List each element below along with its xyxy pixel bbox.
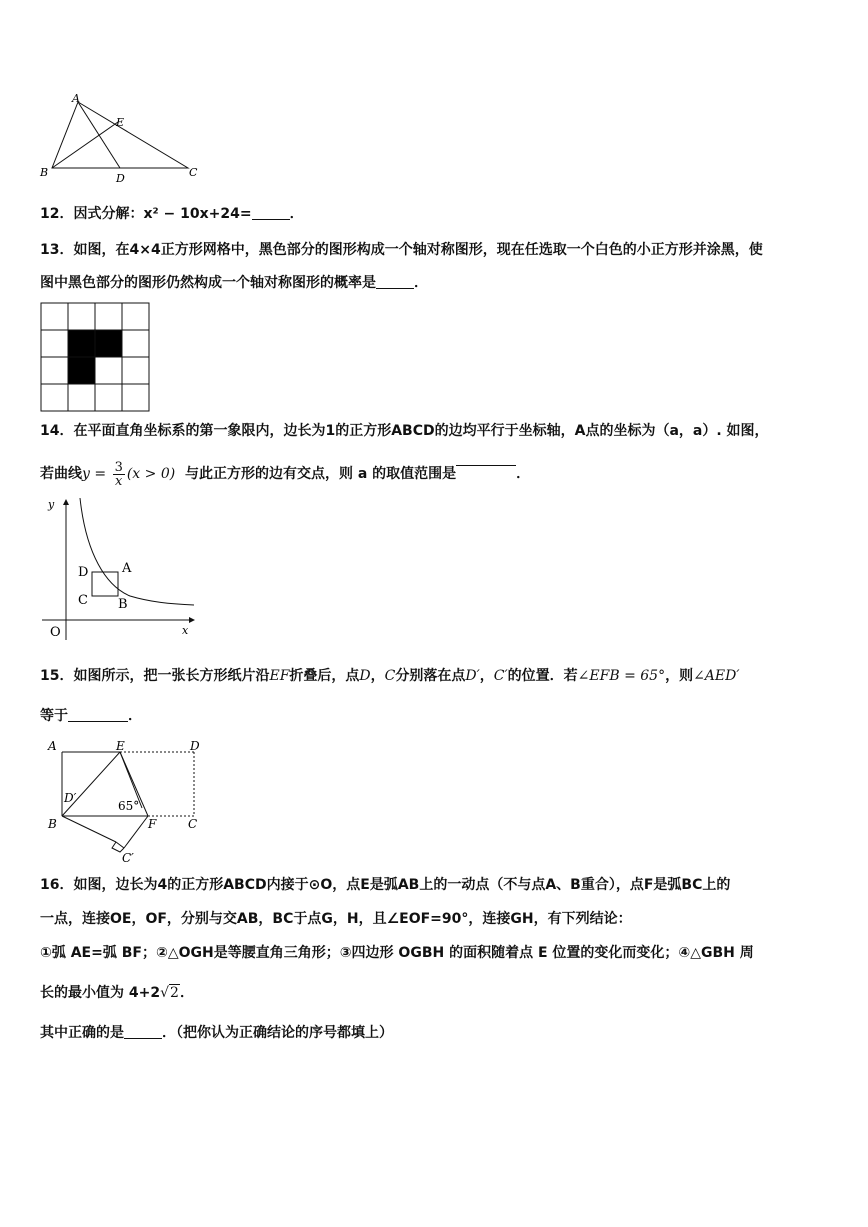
fig15-label-e: E [116,739,125,753]
q16-sqrt: √2 [160,985,179,1001]
q12-expression: x² − 10x+24= [143,206,252,222]
grid-4x4-figure [40,302,152,412]
q15-t3: 分别落在点 [395,668,466,684]
question-15-line2 [40,706,840,726]
q14-frac-den: x [115,473,123,489]
fig15-label-cprime: C′ [122,851,134,864]
q16-line5-post: ．（把你认为正确结论的序号都填上） [162,1025,393,1041]
q13-answer-blank[interactable] [376,274,414,289]
q15-number: 15． [40,668,74,684]
grid-cell-white [95,303,122,330]
graph-label-o: O [50,625,61,640]
q16-line4-pre: 长的最小值为 4+2 [40,985,161,1001]
graph-label-c: C [78,593,88,608]
q15-t2: 折叠后，点 [289,668,360,684]
hyperbola-graph-figure [40,494,200,642]
q16-number: 16． [40,877,74,893]
fig15-label-dprime: D′ [64,791,77,805]
grid-cell-white [41,303,68,330]
q14-fraction [113,461,125,488]
question-16-line3 [40,943,840,963]
q13-line1: 如图，在4×4正方形网格中，黑色部分的图形构成一个轴对称图形，现在任选取一个白色的小正方形并涂黑，使 [73,242,763,258]
fig15-label-d: D [190,739,200,753]
q15-angle2: ∠AED′ [693,668,740,684]
grid-cell-white [41,357,68,384]
q14-eq-equals: = [89,466,111,482]
q14-number: 14． [40,423,74,439]
grid-cell-white [122,357,149,384]
grid-cell-white [95,384,122,411]
q15-angle1: ∠EFB = 65° [577,668,666,684]
question-16-line5 [40,1023,840,1043]
grid-cell-black [95,330,122,357]
q13-number: 13． [40,242,74,258]
question-14 [40,421,840,441]
question-16-line2 [40,909,840,929]
graph-label-d: D [78,565,89,580]
fig11-label-e: E [116,116,125,129]
question-12 [40,204,840,224]
question-16 [40,875,840,895]
q16-line4-end: ． [179,985,194,1001]
fig11-label-b: B [40,166,49,179]
grid-cell-white [122,303,149,330]
q14-line1: 在平面直角坐标系的第一象限内，边长为1的正方形ABCD的边均平行于坐标轴，A点的坐标为（a，a）. 如图， [73,423,769,439]
fig15-label-b: B [48,817,57,831]
q15-c: C [384,668,396,684]
q15-t4: 的位置．若 [507,668,578,684]
q14-frac-num: 3 [114,459,123,475]
fig11-label-c: C [189,166,198,179]
q15-comma: ， [370,668,385,684]
question-15 [40,666,840,686]
q16-line5-pre: 其中正确的是 [40,1025,124,1041]
q15-answer-blank[interactable] [68,707,128,722]
q15-ef: EF [269,668,290,684]
q15-t1: 如图所示，把一张长方形纸片沿 [73,668,270,684]
q13-end: ． [414,275,428,291]
q15-comma2: ， [479,668,494,684]
question-13-line2 [40,273,840,293]
q12-end: ． [289,206,304,222]
grid-cell-white [68,303,95,330]
q15-line2: 等于 [40,708,68,724]
q14-answer-blank[interactable] [456,451,516,466]
q14-line2-post: 与此正方形的边有交点，则 a 的取值范围是 [184,466,457,482]
q15-cp: C′ [493,668,508,684]
graph-label-x: x [182,624,189,637]
q12-answer-blank[interactable] [252,205,290,220]
grid-cell-white [41,384,68,411]
q12-number: 12． [40,206,74,222]
fig15-label-c: C [188,817,198,831]
q14-end: ． [516,466,531,482]
q15-end: ． [128,708,142,724]
q15-d: D [359,668,371,684]
graph-label-a: A [122,561,132,576]
q16-answer-blank[interactable] [124,1024,162,1039]
q15-t5: ，则 [665,668,694,684]
q12-text: 因式分解： [73,206,144,222]
question-14-line2 [40,451,840,491]
grid-cell-white [122,330,149,357]
fig11-label-a: A [72,92,80,105]
fig15-label-a: A [48,739,57,753]
q14-line2-pre: 若曲线 [40,466,82,482]
triangle-figure [38,92,208,184]
q14-eq-y: y [82,466,90,482]
graph-label-y: y [48,498,55,511]
fig11-label-d: D [116,172,125,184]
fig15-label-f: F [148,817,157,831]
q16-sqrt-value: 2 [170,985,179,1001]
q15-dp: D′ [465,668,480,684]
grid-cell-black [68,357,95,384]
grid-cell-white [122,384,149,411]
fig15-label-angle: 65° [118,799,140,813]
q16-line3: ①弧 AE=弧 BF；②△OGH是等腰直角三角形；③四边形 OGBH 的面积随着点 E 位置的变化而变化；④△GBH 周 [40,945,754,961]
q13-line2: 图中黑色部分的图形仍然构成一个轴对称图形的概率是 [40,275,376,291]
q16-line1: 如图，边长为4的正方形ABCD内接于⊙O，点E是弧AB上的一动点（不与点A、B重合），点F是弧BC上的 [73,877,731,893]
folded-rectangle-figure [44,736,212,864]
grid-cell-white [41,330,68,357]
grid-cell-white [68,384,95,411]
q16-line2: 一点，连接OE，OF，分别与交AB，BC于点G，H，且∠EOF=90°，连接GH，有下列结论： [40,911,632,927]
graph-label-b: B [118,597,128,612]
question-13 [40,240,840,260]
grid-cell-white [95,357,122,384]
grid-cell-black [68,330,95,357]
q14-eq-condition: (x > 0) [126,466,176,482]
question-16-line4 [40,983,840,1003]
